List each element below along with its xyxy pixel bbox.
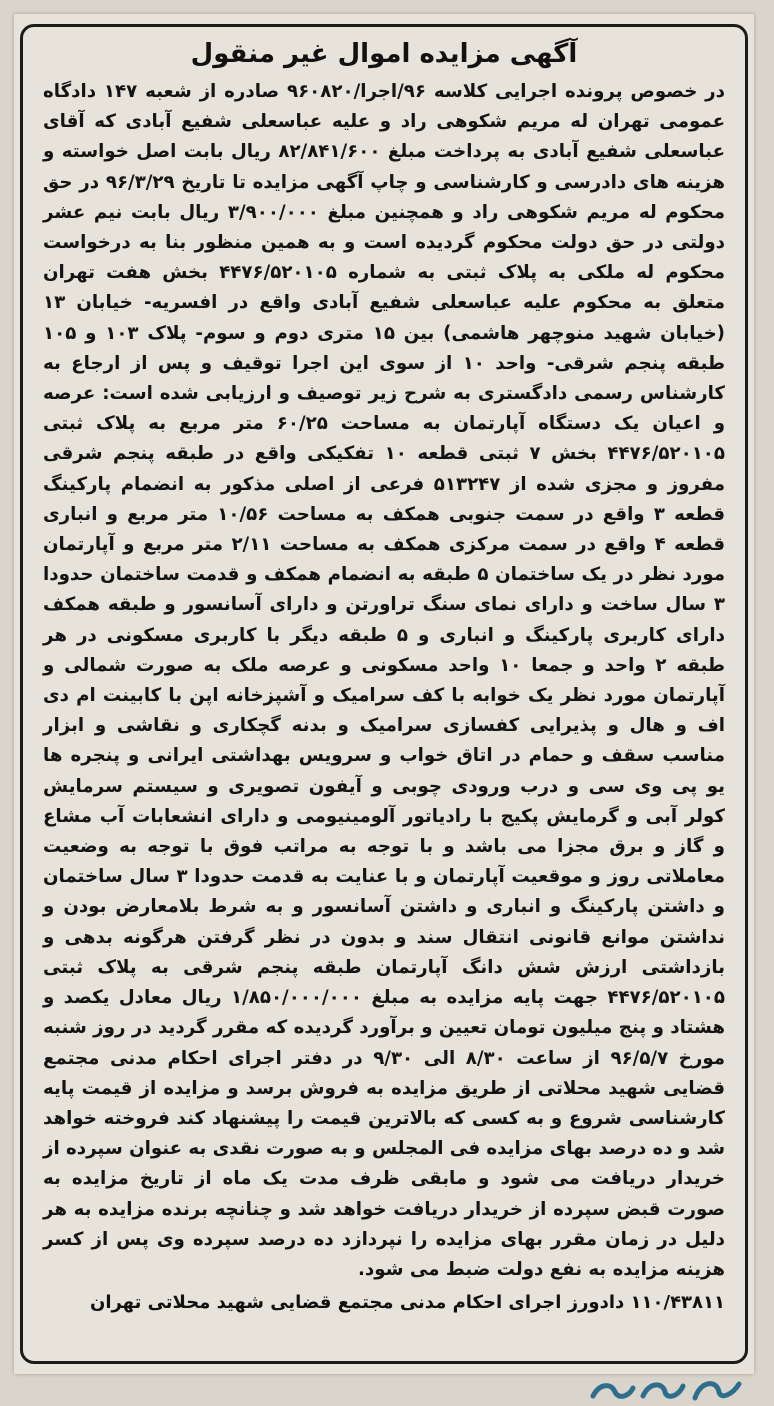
notice-title: آگهی مزایده اموال غیر منقول xyxy=(190,39,578,69)
notice-body: در خصوص پرونده اجرایی کلاسه ۹۶/اجرا/۹۶۰۸۲۰ صادره از شعبه ۱۴۷ دادگاه عمومی تهران له مریم شکوهی راد و علیه عباسعلی شفیع آبادی که آقای عباسعلی شفیع آبادی به پرداخت مبلغ ۸۲/۸۴۱/۶۰۰ ریال بابت اصل خواسته و هزینه های دادرسی و کارشناسی و چاپ آگهی مزایده تا تاریخ ۹۶/۳/۲۹ در حق محکوم له مریم شکوهی راد و همچنین مبلغ ۳/۹۰۰/۰۰۰ ریال بابت نیم عشر دولتی در حق دولت محکوم گردیده است و به همین منظور بنا به درخواست محکوم له ملکی به پلاک ثبتی به شماره ۴۴۷۶/۵۲۰۱۰۵ بخش هفت تهران متعلق به محکوم علیه عباسعلی شفیع آبادی واقع در افسریه- خیابان ۱۳ (خیابان شهید منوچهر هاشمی) بین ۱۵ متری دوم و سوم- پلاک ۱۰۳ و ۱۰۵ طبقه پنجم شرقی- واحد ۱۰ از سوی این اجرا توقیف و پس از ارجاع به کارشناس رسمی دادگستری به شرح زیر توصیف و ارزیابی شده است: عرصه و اعیان یک دستگاه آپارتمان به مساحت ۶۰/۲۵ متر مربع به پلاک ثبتی ۴۴۷۶/۵۲۰۱۰۵ بخش ۷ ثبتی قطعه ۱۰ تفکیکی واقع در طبقه پنجم شرقی مفروز و مجزی شده از ۵۱۳۲۴۷ فرعی از اصلی مذکور به انضمام پارکینگ قطعه ۳ واقع در سمت جنوبی همکف به مساحت ۱۰/۵۶ متر مربع و انباری قطعه ۴ واقع در سمت مرکزی همکف به مساحت ۲/۱۱ متر مربع و آپارتمان مورد نظر در یک ساختمان ۵ طبقه به انضمام همکف و قدمت ساختمان حدودا ۳ سال ساخت و دارای نمای سنگ تراورتن و دارای آسانسور و طبقه همکف دارای کاربری پارکینگ و انباری و ۵ طبقه دیگر با کاربری مسکونی در هر طبقه ۲ واحد و جمعا ۱۰ واحد مسکونی و عرصه ملک به صورت شمالی و آپارتمان مورد نظر یک خوابه با کف سرامیک و آشپزخانه اپن با کابینت ام دی اف و هال و پذیرایی کفسازی سرامیک و بدنه گچکاری و نقاشی و ابزار مناسب سقف و حمام در اتاق خواب و سرویس بهداشتی ایرانی و پنجره ها یو پی وی سی و درب ورودی چوبی و آیفون تصویری و سیستم سرمایش کولر آبی و گرمایش پکیج با رادیاتور آلومینیومی و دارای انشعابات آب مشاع و گاز و برق مجزا می باشد و با توجه به مراتب فوق با توجه به وضعیت معاملاتی روز و موقعیت آپارتمان و با عنایت به قدمت حدودا ۳ سال ساختمان و داشتن پارکینگ و انباری و داشتن آسانسور و به شرط بلامعارض بودن و نداشتن موانع قانونی انتقال سند و بدون در نظر گرفتن هرگونه بدهی و بازداشتی ارزش شش دانگ آپارتمان طبقه پنجم شرقی به پلاک ثبتی ۴۴۷۶/۵۲۰۱۰۵ جهت پایه مزایده به مبلغ ۱/۸۵۰/۰۰۰/۰۰۰ ریال معادل یکصد و هشتاد و پنج میلیون تومان تعیین و برآورد گردیده که مقرر گردید در روز شنبه مورخ ۹۶/۵/۷ از ساعت ۸/۳۰ الی ۹/۳۰ در دفتر اجرای احکام مدنی مجتمع قضایی شهید محلاتی از طریق مزایده به فروش برسد و مزایده از قیمت پایه کارشناسی شروع و به کسی که بالاترین قیمت را پیشنهاد کند فروخته خواهد شد و ده درصد بهای مزایده فی المجلس و به صورت نقدی به عنوان سپرده از خریدار دریافت می شود و مابقی ظرف مدت یک ماه از تاریخ مزایده به صورت قبض سپرده از خریدار دریافت خواهد شد و چنانچه برنده مزایده به هر دلیل در زمان مقرر بهای مزایده را نپردازد ده درصد سپرده وی پس از کسر هزینه مزایده به نفع دولت ضبط می شود. xyxy=(43,81,726,1280)
notice-frame xyxy=(20,24,748,1364)
handwritten-mark xyxy=(585,1366,745,1406)
notice-signature: ۱۱۰/۴۳۸۱۱ دادورز اجرای احکام مدنی مجتمع قضایی شهید محلاتی تهران xyxy=(89,1292,725,1314)
newspaper-clipping xyxy=(14,14,754,1374)
